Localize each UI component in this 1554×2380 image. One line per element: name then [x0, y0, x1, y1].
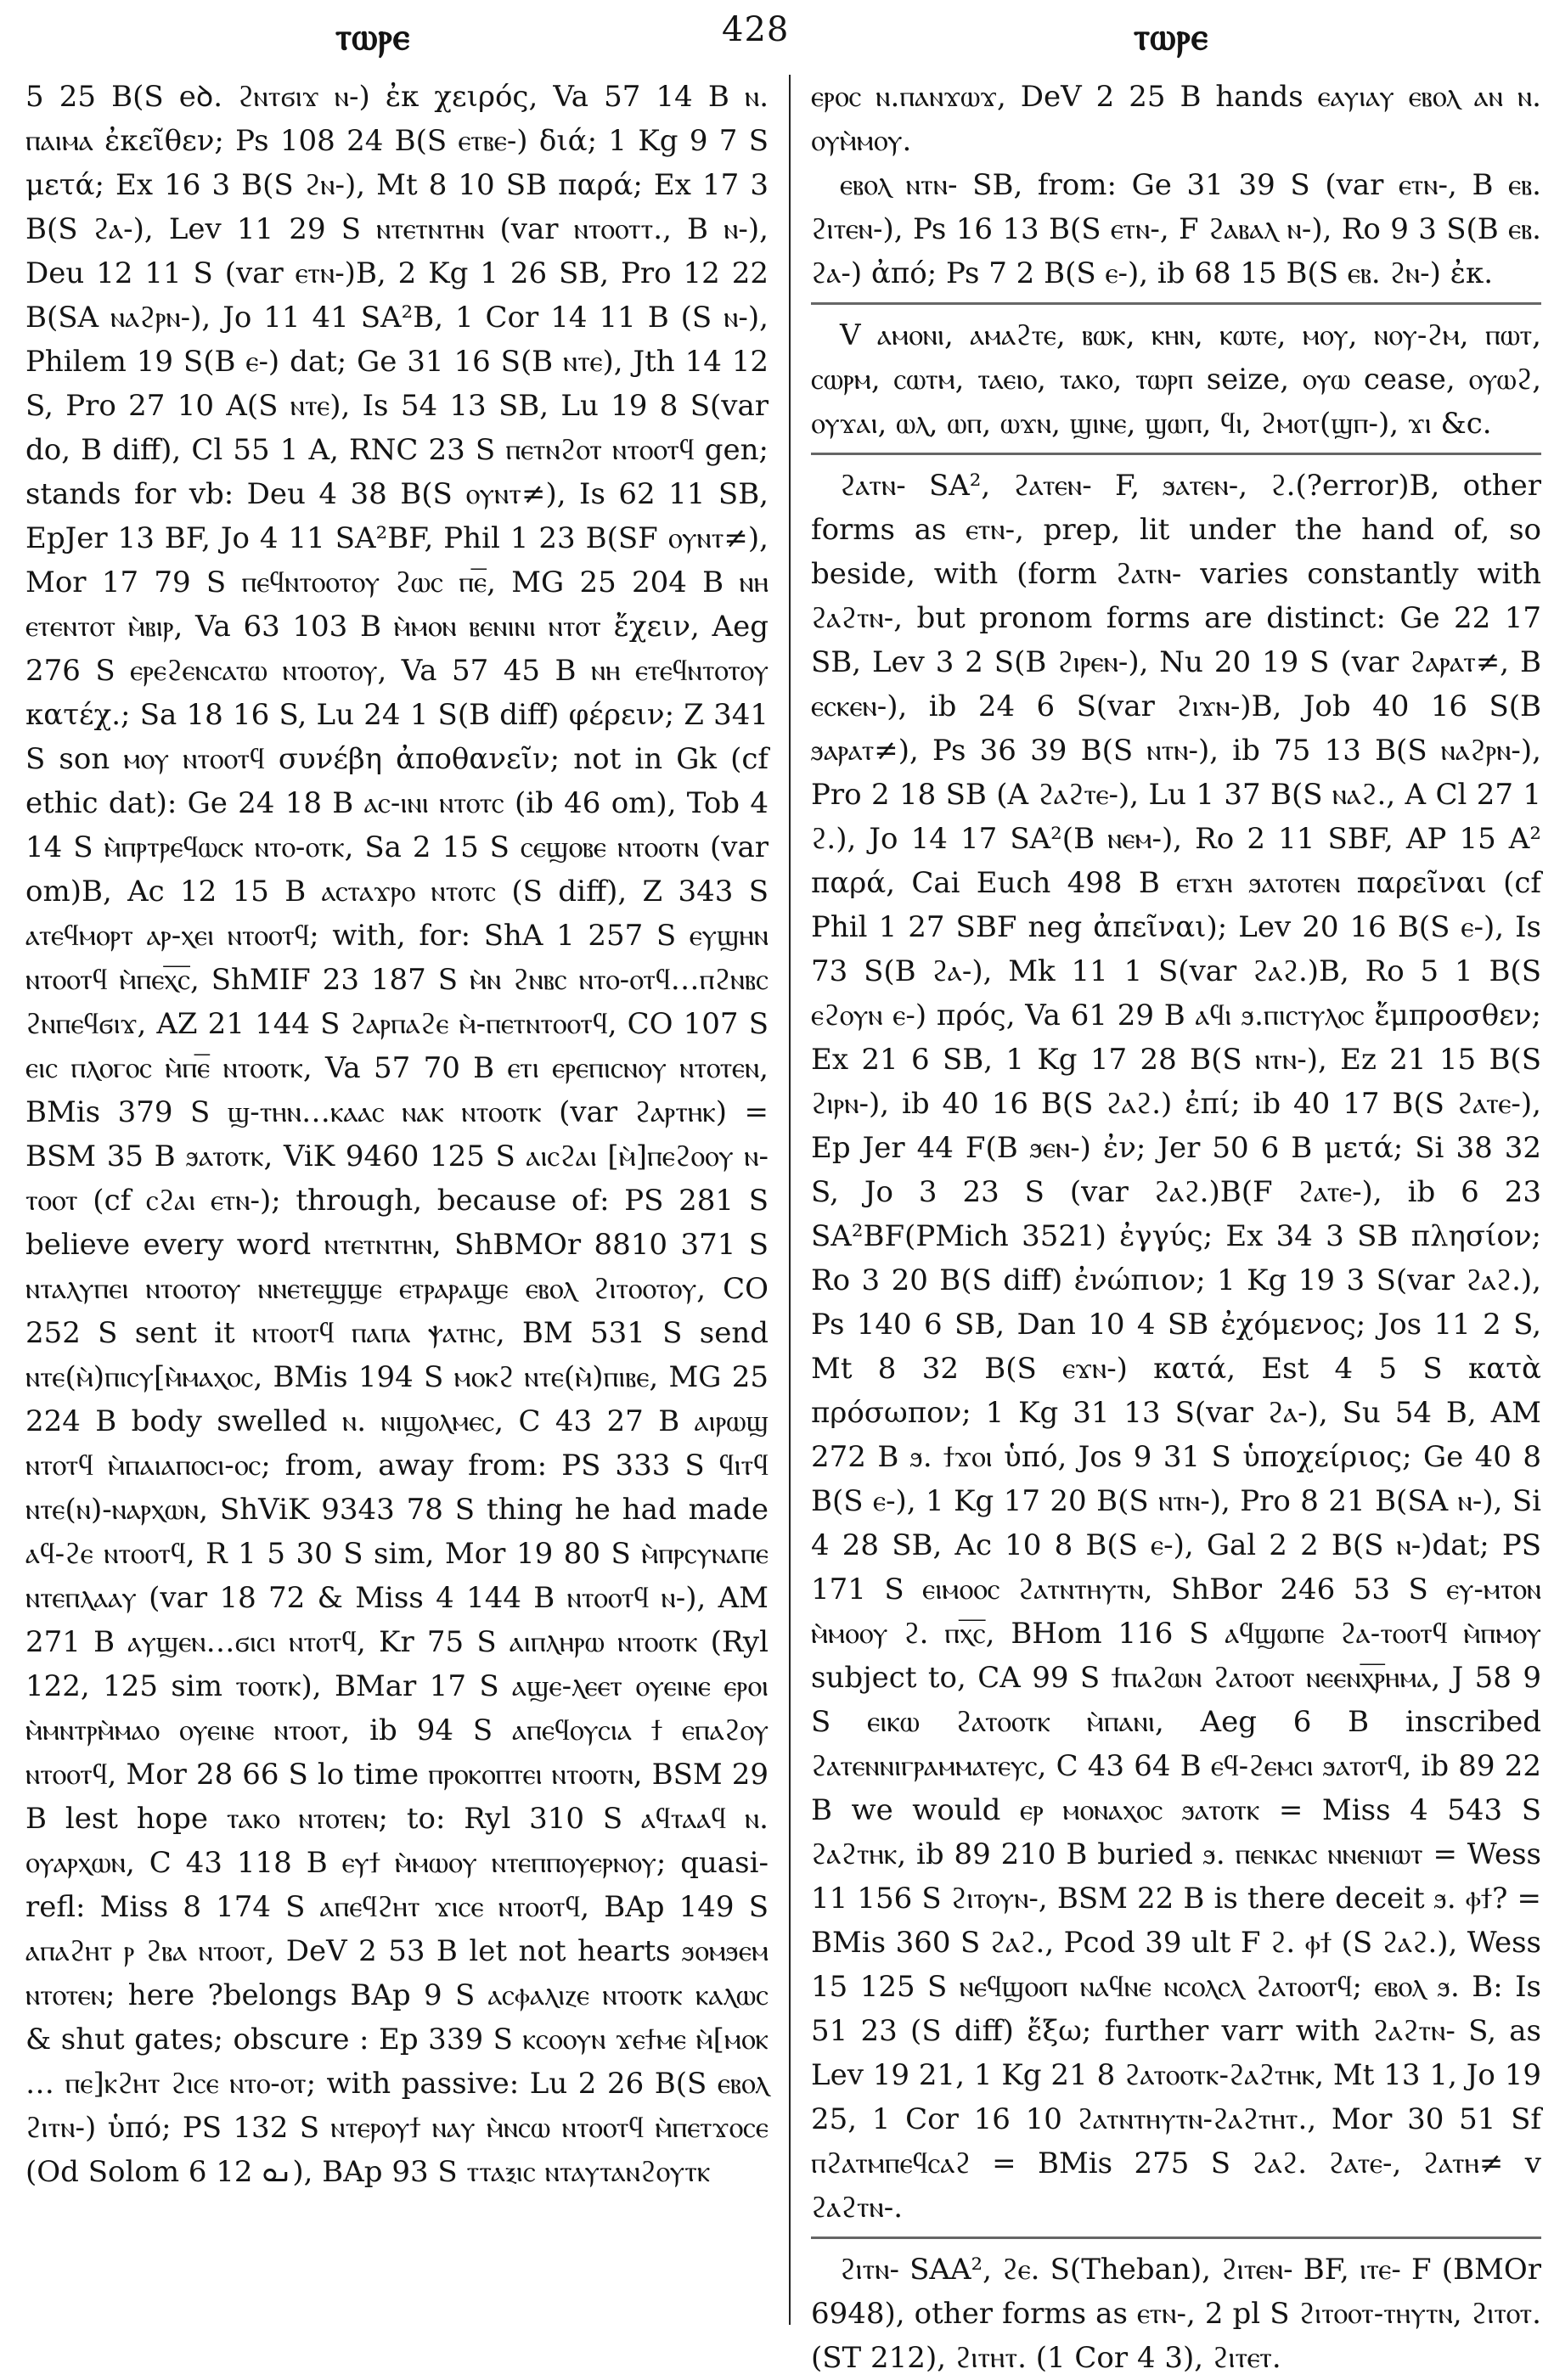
header-headword-right: ⲧⲱⲣⲉ [1134, 15, 1209, 59]
left-column [25, 75, 769, 2325]
section-separator [811, 453, 1541, 455]
page-number: 428 [722, 10, 790, 49]
section-separator [811, 302, 1541, 305]
entry-paragraph: ϩⲓⲧⲛ- SAA², ϩⲉ. S(Theban), ϩⲓⲧⲉⲛ- BF, ⲓⲧⲉ- F (BMOr 6948), other forms as ⲉⲧⲛ-, 2 pl S ϩⲓⲧⲟⲟⲧ-ⲧⲏⲩⲧⲛ, ϩⲓⲧⲟⲧ. (ST 212), ϩⲓⲧⲏⲧ. (1 Cor 4 3), ϩⲓⲧⲉⲧ. [811, 2253, 1541, 2375]
entry-paragraph: ⲉⲃⲟⲗ ⲛⲧⲛ- SB, from: Ge 31 39 S (var ⲉⲧⲛ-, B ⲉⲃ. ϩⲓⲧⲉⲛ-), Ps 16 13 B(S ⲉⲧⲛ-, F ϩⲁⲃⲁⲗ ⲛ-), Ro 9 3 S(B ⲉⲃ. ϩⲁ-) ἀπό; Ps 7 2 B(S ⲉ-), ib 68 15 B(S ⲉⲃ. ϩⲛ-) ἐκ. [811, 168, 1541, 290]
section-separator [811, 2237, 1541, 2239]
right-column [811, 75, 1541, 2375]
entry-paragraph: V ⲁⲙⲟⲛⲓ, ⲁⲙⲁϩⲧⲉ, ⲃⲱⲕ, ⲕⲏⲛ, ⲕⲱⲧⲉ, ⲙⲟⲩ, ⲛⲟⲩ-ϩⲙ, ⲡⲱⲧ, ⲥⲱⲣⲙ, ⲥⲱⲧⲙ, ⲧⲁⲉⲓⲟ, ⲧⲁⲕⲟ, ⲧⲱⲣⲡ seize, ⲟⲩⲱ cease, ⲟⲩⲱϩ, ⲟⲩϫⲁⲓ, ⲱⲗ, ⲱⲡ, ⲱϫⲛ, ϣⲓⲛⲉ, ϣⲱⲡ, ϥⲓ, ϩⲙⲟⲧ(ϣⲡ-), ϫⲓ &c. [811, 318, 1541, 441]
header-headword-left: ⲧⲱⲣⲉ [335, 15, 411, 59]
entry-paragraph: 5 25 B(S eꝺ. ϩⲛⲧϭⲓϫ ⲛ-) ἐκ χειρός, Va 57 14 B ⲛ. ⲡⲁⲓⲙⲁ ἐκεῖθεν; Ps 108 24 B(S ⲉⲧⲃⲉ-) διά; 1 Kg 9 7 S μετά; Ex 16 3 B(S ϩⲛ-), Mt 8 10 SB παρά; Ex 17 3 B(S ϩⲁ-), Lev 11 29 S ⲛⲧⲉⲧⲛⲧⲏⲛ (var ⲛⲧⲟⲟⲧⲧ., B ⲛ-), Deu 12 11 S (var ⲉⲧⲛ-)B, 2 Kg 1 26 SB, Pro 12 22 B(SA ⲛⲁϩⲣⲛ-), Jo 11 41 SA²B, 1 Cor 14 11 B (S ⲛ-), Philem 19 S(B ⲉ-) dat; Ge 31 16 S(B ⲛⲧⲉ), Jth 14 12 S, Pro 27 10 A(S ⲛⲧⲉ), Is 54 13 SB, Lu 19 8 S(var do, B diff), Cl 55 1 A, RNC 23 S ⲡⲉⲧⲛϩⲟⲧ ⲛⲧⲟⲟⲧϥ gen; stands for vb: Deu 4 38 B(S ⲟⲩⲛⲧ≠), Is 62 11 SB, EpJer 13 BF, Jo 4 11 SA²BF, Phil 1 23 B(SF ⲟⲩⲛⲧ≠), Mor 17 79 S ⲡⲉϥⲛⲧⲟⲟⲧⲟⲩ ϩⲱⲥ ⲡⲉ̅, MG 25 204 B ⲛⲏ ⲉⲧⲉⲛⲧⲟⲧ ⲙ̀ⲃⲓⲣ, Va 63 103 B ⲙ̀ⲙⲟⲛ ⲃⲉⲛⲓⲛⲓ ⲛⲧⲟⲧ ἔχειν, Aeg 276 S ⲉⲣⲉϩⲉⲛⲥⲁⲧⲱ ⲛⲧⲟⲟⲧⲟⲩ, Va 57 45 B ⲛⲏ ⲉⲧⲉϥⲛⲧⲟⲧⲟⲩ κατέχ.; Sa 18 16 S, Lu 24 1 S(B diff) φέρειν; Z 341 S son ⲙⲟⲩ ⲛⲧⲟⲟⲧϥ συνέβη ἀποθανεῖν; not in Gk (cf ethic dat): Ge 24 18 B ⲁⲥ-ⲓⲛⲓ ⲛⲧⲟⲧⲥ (ib 46 om), Tob 4 14 S ⲙ̀ⲡⲣⲧⲣⲉϥⲱⲥⲕ ⲛⲧⲟ-ⲟⲧⲕ, Sa 2 15 S ⲥⲉϣⲟⲃⲉ ⲛⲧⲟⲟⲧⲛ (var om)B, Ac 12 15 B ⲁⲥⲧⲁϫⲣⲟ ⲛⲧⲟⲧⲥ (S diff), Z 343 S ⲁⲧⲉϥⲙⲟⲣⲧ ⲁⲣ-ⲭⲉⲓ ⲛⲧⲟⲟⲧϥ; with, for: ShA 1 257 S ⲉⲩϣⲏⲛ ⲛⲧⲟⲟⲧϥ ⲙ̀ⲡⲉⲭ̅ⲥ̅, ShMIF 23 187 S ⲙ̀ⲛ ϩⲛⲃⲥ ⲛⲧⲟ-ⲟⲧϥ…ⲡϩⲛⲃⲥ ϩⲛⲡⲉϥϭⲓϫ, AZ 21 144 S ϩⲁⲣⲡⲁϩⲉ ⲙ̀-ⲡⲉⲧⲛⲧⲟⲟⲧϥ, CO 107 S ⲉⲓⲥ ⲡⲗⲟⲅⲟⲥ ⲙ̀ⲡⲉ̅ ⲛⲧⲟⲟⲧⲕ, Va 57 70 B ⲉⲧⲓ ⲉⲣⲉⲡⲓⲥⲛⲟⲩ ⲛⲧⲟⲧⲉⲛ, BMis 379 S ϣ-ⲧⲏⲛ…ⲕⲁⲁⲥ ⲛⲁⲕ ⲛⲧⲟⲟⲧⲕ (var ϩⲁⲣⲧⲏⲕ) = BSM 35 B ϧⲁⲧⲟⲧⲕ, ViK 9460 125 S ⲁⲓⲥϩⲁⲓ [ⲙ̀]ⲡⲉϩⲟⲟⲩ ⲛ-ⲧⲟⲟⲧ (cf ⲥϩⲁⲓ ⲉⲧⲛ-); through, because of: PS 281 S believe every word ⲛⲧⲉⲧⲛⲧⲏⲛ, ShBMOr 8810 371 S ⲛⲧⲁⲗⲩⲡⲉⲓ ⲛⲧⲟⲟⲧⲟⲩ ⲛⲛⲉⲧⲉϣϣⲉ ⲉⲧⲣⲁⲣⲁϣⲉ ⲉⲃⲟⲗ ϩⲓⲧⲟⲟⲧⲟⲩ, CO 252 S sent it ⲛⲧⲟⲟⲧϥ ⲡⲁⲡⲁ ⲯⲁⲧⲏⲥ, BM 531 S send ⲛⲧⲉ(ⲙ̀)ⲡⲓⲥⲩ[ⲙ̀ⲙⲁⲭⲟⲥ, BMis 194 S ⲙⲟⲕϩ ⲛⲧⲉ(ⲙ̀)ⲡⲓⲃⲉ, MG 25 224 B body swelled ⲛ. ⲛⲓϣⲟⲗⲙⲉⲥ, C 43 27 B ⲁⲓⲣⲱϣ ⲛⲧⲟⲧϥ ⲙ̀ⲡⲁⲓⲁⲡⲟⲥⲓ-ⲟⲥ; from, away from: PS 333 S ϥⲓⲧϥ ⲛⲧⲉ(ⲛ)-ⲛⲁⲣⲭⲱⲛ, ShViK 9343 78 S thing he had made ⲁϥ-ϩⲉ ⲛⲧⲟⲟⲧϥ, R 1 5 30 S sim, Mor 19 80 S ⲙ̀ⲡⲣⲥⲩⲛⲁⲡⲉ ⲛⲧⲉⲡⲗⲁⲁⲩ (var 18 72 & Miss 4 144 B ⲛⲧⲟⲟⲧϥ ⲛ-), AM 271 B ⲁⲩϣⲉⲛ…ϭⲓⲥⲓ ⲛⲧⲟⲧϥ, Kr 75 S ⲁⲓⲡⲗⲏⲣⲱ ⲛⲧⲟⲟⲧⲕ (Ryl 122, 125 sim ⲧⲟⲟⲧⲕ), BMar 17 S ⲁϣⲉ-ⲗⲉⲉⲧ ⲟⲩⲉⲓⲛⲉ ⲉⲣⲟⲓ ⲙ̀ⲙⲛⲧⲣⲙ̀ⲙⲁⲟ ⲟⲩⲉⲓⲛⲉ ⲛⲧⲟⲟⲧ, ib 94 S ⲁⲡⲉϥⲟⲩⲥⲓⲁ ϯ ⲉⲡⲁϩⲟⲩ ⲛⲧⲟⲟⲧϥ, Mor 28 66 S lo time ⲡⲣⲟⲕⲟⲡⲧⲉⲓ ⲛⲧⲟⲟⲧⲛ, BSM 29 B lest hope ⲧⲁⲕⲟ ⲛⲧⲟⲧⲉⲛ; to: Ryl 310 S ⲁϥⲧⲁⲁϥ ⲛ. ⲟⲩⲁⲣⲭⲱⲛ, C 43 118 B ⲉⲩϯ ⲙ̀ⲙⲱⲟⲩ ⲛⲧⲉⲡⲡⲟⲩⲉⲣⲛⲟⲩ; quasi-refl: Miss 8 174 S ⲁⲡⲉϥϩⲏⲧ ϫⲓⲥⲉ ⲛⲧⲟⲟⲧϥ, BAp 149 S ⲁⲡⲁϩⲏⲧ ⲣ ϩⲃⲁ ⲛⲧⲟⲟⲧ, DeV 2 53 B let not hearts ϧⲟⲙϧⲉⲙ ⲛⲧⲟⲧⲉⲛ; here ?belongs BAp 9 S ⲁⲥⲫⲁⲗⲓⲍⲉ ⲛⲧⲟⲟⲧⲕ ⲕⲁⲗⲱⲥ & shut gates; obscure : Ep 339 S ⲕⲥⲟⲟⲩⲛ ϫⲉϯⲙⲉ ⲙ̀[ⲙⲟⲕ … ⲡⲉ]ⲕϩⲏⲧ ϩⲓⲥⲉ ⲛⲧⲟ-ⲟⲧ; with passive: Lu 2 26 B(S ⲉⲃⲟⲗ ϩⲓⲧⲛ-) ὑπό; PS 132 S ⲛⲧⲉⲣⲟⲩϯ ⲛⲁⲩ ⲙ̀ⲛⲥⲱ ⲛⲧⲟⲟⲧϥ ⲙ̀ⲡⲉⲧϫⲟⲥⲉ (Od Solom 6 12 ܢܘ), BAp 93 S ⲧⲧⲁⲝⲓⲥ ⲛⲧⲁⲩⲧⲁⲛϩⲟⲩⲧⲕ [25, 80, 769, 2189]
entry-paragraph: ⲉⲣⲟⲥ ⲛ.ⲡⲁⲛϫⲱϫ, DeV 2 25 B hands ⲉⲁⲩⲓⲁⲩ ⲉⲃⲟⲗ ⲁⲛ ⲛ. ⲟⲩⲙ̀ⲙⲟⲩ. [811, 80, 1541, 158]
entry-paragraph: ϩⲁⲧⲛ- SA², ϩⲁⲧⲉⲛ- F, ϧⲁⲧⲉⲛ-, ϩ.(?error)B, other forms as ⲉⲧⲛ-, prep, lit under the hand of, so beside, with (form ϩⲁⲧⲛ- varies constantly with ϩⲁϩⲧⲛ-, but pronom forms are distinct: Ge 22 17 SB, Lev 3 2 S(B ϩⲓⲣⲉⲛ-), Nu 20 19 S (var ϩⲁⲣⲁⲧ≠, B ⲉⲥⲕⲉⲛ-), ib 24 6 S(var ϩⲓϫⲛ-)B, Job 40 16 S(B ϧⲁⲣⲁⲧ≠), Ps 36 39 B(S ⲛⲧⲛ-), ib 75 13 B(S ⲛⲁϩⲣⲛ-), Pro 2 18 SB (A ϩⲁϩⲧⲉ-), Lu 1 37 B(S ⲛⲁϩ., A Cl 27 1 ϩ.), Jo 14 17 SA²(B ⲛⲉⲙ-), Ro 2 11 SBF, AP 15 A² παρά, Cai Euch 498 B ⲉⲧϫⲏ ϧⲁⲧⲟⲧⲉⲛ παρεῖναι (cf Phil 1 27 SBF neg ἀπεῖναι); Lev 20 16 B(S ⲉ-), Is 73 S(B ϩⲁ-), Mk 11 1 S(var ϩⲁϩ.)B, Ro 5 1 B(S ⲉϩⲟⲩⲛ ⲉ-) πρός, Va 61 29 B ⲁϥⲓ ϧ.ⲡⲓⲥⲧⲩⲗⲟⲥ ἔμπροσθεν; Ex 21 6 SB, 1 Kg 17 28 B(S ⲛⲧⲛ-), Ez 21 15 B(S ϩⲓⲣⲛ-), ib 40 16 B(S ϩⲁϩ.) ἐπί; ib 40 17 B(S ϩⲁⲧⲉ-), Ep Jer 44 F(B ϧⲉⲛ-) ἐν; Jer 50 6 B μετά; Si 38 32 S, Jo 3 23 S (var ϩⲁϩ.)B(F ϩⲁⲧⲉ-), ib 6 23 SA²BF(PMich 3521) ἐγγύς; Ex 34 3 SB πλησίον; Ro 3 20 B(S diff) ἐνώπιον; 1 Kg 19 3 S(var ϩⲁϩ.), Ps 140 6 SB, Dan 10 4 SB ἐχόμενος; Jos 11 2 S, Mt 8 32 B(S ⲉϫⲛ-) κατά, Est 4 5 S κατὰ πρόσωπον; 1 Kg 31 13 S(var ϩⲁ-), Su 54 B, AM 272 B ϧ. ϯϫⲟⲓ ὑπό, Jos 9 31 S ὑποχείριος; Ge 40 8 B(S ⲉ-), 1 Kg 17 20 B(S ⲛⲧⲛ-), Pro 8 21 B(SA ⲛ-), Si 4 28 SB, Ac 10 8 B(S ⲉ-), Gal 2 2 B(S ⲛ-)dat; PS 171 S ⲉⲓⲙⲟⲟⲥ ϩⲁⲧⲛⲧⲏⲩⲧⲛ, ShBor 246 53 S ⲉⲩ-ⲙⲧⲟⲛ ⲙ̀ⲙⲟⲟⲩ ϩ. ⲡⲭ̅ⲥ̅, BHom 116 S ⲁϥϣⲱⲡⲉ ϩⲁ-ⲧⲟⲟⲧϥ ⲙ̀ⲡⲙⲟⲩ subject to, CA 99 S ϯⲡⲁϩⲱⲛ ϩⲁⲧⲟⲟⲧ ⲛⲉⲉⲛⲭ̅ⲣ̅ⲏⲙⲁ, J 58 9 S ⲉⲓⲕⲱ ϩⲁⲧⲟⲟⲧⲕ ⲙ̀ⲡⲁⲛⲓ, Aeg 6 B inscribed ϩⲁⲧⲉⲛⲛⲓⲅⲣⲁⲙⲙⲁⲧⲉⲩⲥ, C 43 64 B ⲉϥ-ϩⲉⲙⲥⲓ ϧⲁⲧⲟⲧϥ, ib 89 22 B we would ⲉⲣ ⲙⲟⲛⲁⲭⲟⲥ ϧⲁⲧⲟⲧⲕ = Miss 4 543 S ϩⲁϩⲧⲏⲕ, ib 89 210 B buried ϧ. ⲡⲉⲛⲕⲁⲥ ⲛⲛⲉⲛⲓⲱⲧ = Wess 11 156 S ϩⲓⲧⲟⲩⲛ-, BSM 22 B is there deceit ϧ. ⲫϯ? = BMis 360 S ϩⲁϩ., Pcod 39 ult F ϩ. ⲫϯ (S ϩⲁϩ.), Wess 15 125 S ⲛⲉϥϣⲟⲟⲡ ⲛⲁϥⲛⲉ ⲛⲥⲟⲗⲥⲗ ϩⲁⲧⲟⲟⲧϥ; ⲉⲃⲟⲗ ϧ. B: Is 51 23 (S diff) ἔξω; further varr with ϩⲁϩⲧⲛ- S, as Lev 19 21, 1 Kg 21 8 ϩⲁⲧⲟⲟⲧⲕ-ϩⲁϩⲧⲏⲕ, Mt 13 1, Jo 19 25, 1 Cor 16 10 ϩⲁⲧⲛⲧⲏⲩⲧⲛ-ϩⲁϩⲧⲏⲧ., Mor 30 51 Sf ⲡϩⲁⲧⲙⲡⲉϥⲥⲁϩ = BMis 275 S ϩⲁϩ. ϩⲁⲧⲉ-, ϩⲁⲧⲏ≠ v ϩⲁϩⲧⲛ-. [811, 469, 1541, 2225]
page-header [0, 8, 1554, 68]
column-divider [789, 75, 791, 2325]
